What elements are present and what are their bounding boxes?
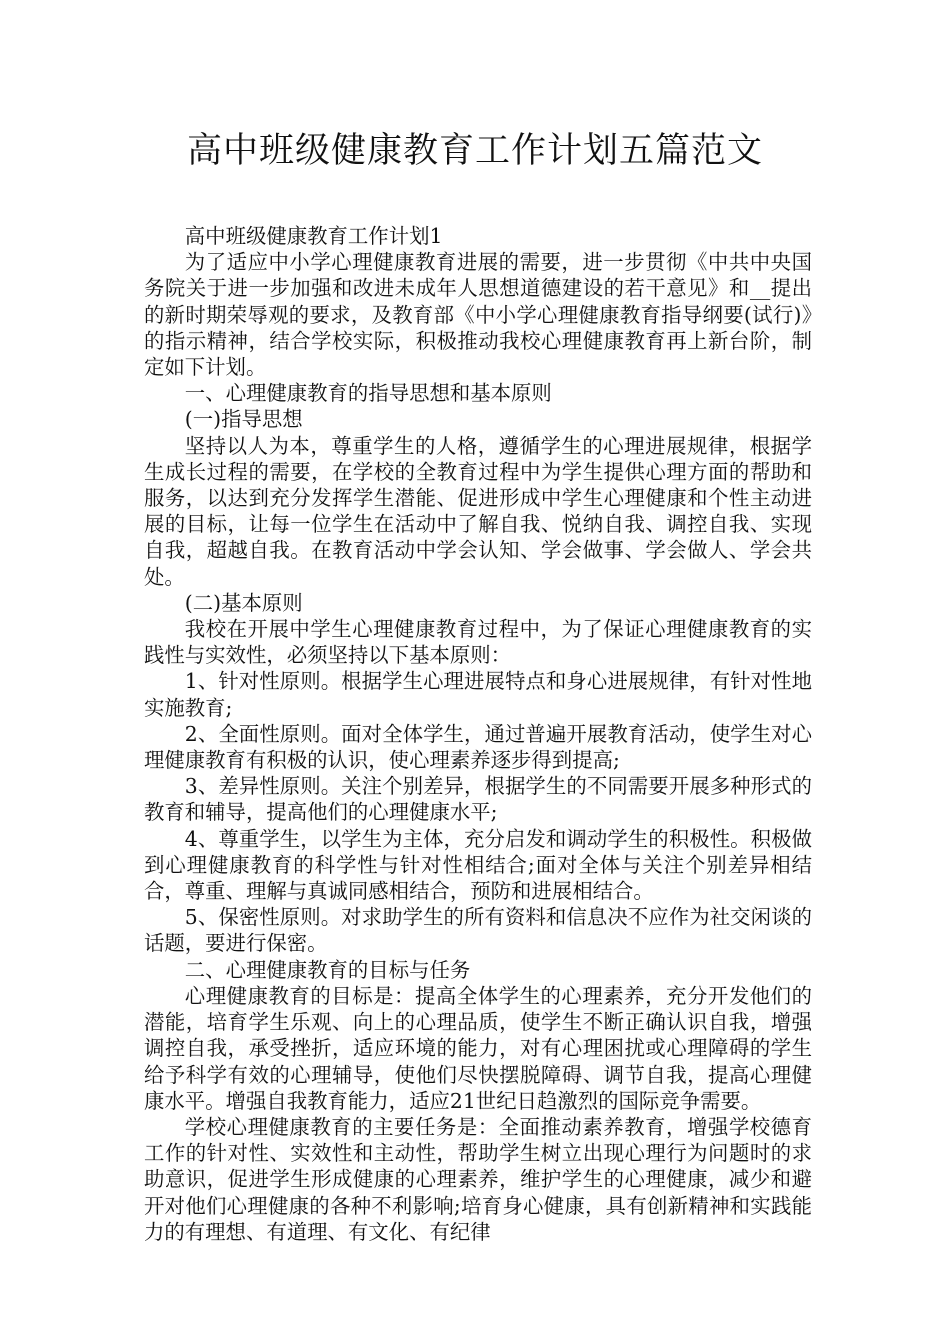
document-body bbox=[144, 223, 812, 1245]
paragraph-intro: 为了适应中小学心理健康教育进展的需要，进一步贯彻《中共中央国务院关于进一步加强和改进未成年人思想道德建设的若干意见》和__提出的新时期荣辱观的要求，及教育部《中小学心理健康教育指导纲要(试行)》的指示精神，结合学校实际，积极推动我校心理健康教育再上新台阶，制定如下计划。 bbox=[144, 250, 812, 380]
principle-item-2: 2、全面性原则。面对全体学生，通过普遍开展教育活动，使学生对心理健康教育有积极的认识，使心理素养逐步得到提高; bbox=[144, 721, 812, 773]
principle-item-1: 1、针对性原则。根据学生心理进展特点和身心进展规律，有针对性地实施教育; bbox=[144, 669, 812, 720]
subheading-guiding-thought: (一)指导思想 bbox=[184, 407, 303, 432]
paragraph-guiding-thought: 坚持以人为本，尊重学生的人格，遵循学生的心理进展规律，根据学生成长过程的需要，在学校的全教育过程中为学生提供心理方面的帮助和服务，以达到充分发挥学生潜能、促进形成中学生心理健康和个性主动进展的目标，让每一位学生在活动中了解自我、悦纳自我、调控自我、实现自我，超越自我。在教育活动中学会认知、学会做事、学会做人、学会共处。 bbox=[144, 433, 812, 589]
paragraph-tasks: 学校心理健康教育的主要任务是：全面推动素养教育，增强学校德育工作的针对性、实效性和主动性，帮助学生树立出现心理行为问题时的求助意识，促进学生形成健康的心理素养，维护学生的心理健康，减少和避开对他们心理健康的各种不利影响;培育身心健康，具有创新精神和实践能力的有理想、有道理、有文化、有纪律 bbox=[144, 1114, 812, 1244]
section-heading-plan-1: 高中班级健康教育工作计划1 bbox=[184, 224, 443, 248]
paragraph-principles-intro: 我校在开展中学生心理健康教育过程中，为了保证心理健康教育的实践性与实效性，必须坚持以下基本原则： bbox=[144, 617, 812, 668]
principle-item-5: 5、保密性原则。对求助学生的所有资料和信息决不应作为社交闲谈的话题，要进行保密。 bbox=[144, 905, 812, 956]
principle-item-4: 4、尊重学生，以学生为主体，充分启发和调动学生的积极性。积极做到心理健康教育的科学性与针对性相结合;面对全体与关注个别差异相结合，尊重、理解与真诚同感相结合，预防和进展相结合。 bbox=[144, 826, 812, 904]
document-title: 高中班级健康教育工作计划五篇范文 bbox=[186, 131, 763, 171]
principle-item-3: 3、差异性原则。关注个别差异，根据学生的不同需要开展多种形式的教育和辅导，提高他们的心理健康水平; bbox=[144, 774, 812, 825]
paragraph-goals: 心理健康教育的目标是：提高全体学生的心理素养，充分开发他们的潜能，培育学生乐观、向上的心理品质，使学生不断正确认识自我，增强调控自我，承受挫折，适应环境的能力，对有心理困扰或心理障碍的学生给予科学有效的心理辅导，使他们尽快摆脱障碍、调节自我，提高心理健康水平。增强自我教育能力，适应21世纪日趋激烈的国际竞争需要。 bbox=[144, 983, 812, 1113]
subheading-basic-principles: (二)基本原则 bbox=[184, 590, 303, 615]
section-heading-2: 二、心理健康教育的目标与任务 bbox=[184, 957, 471, 982]
section-heading-1: 一、心理健康教育的指导思想和基本原则 bbox=[184, 381, 552, 406]
